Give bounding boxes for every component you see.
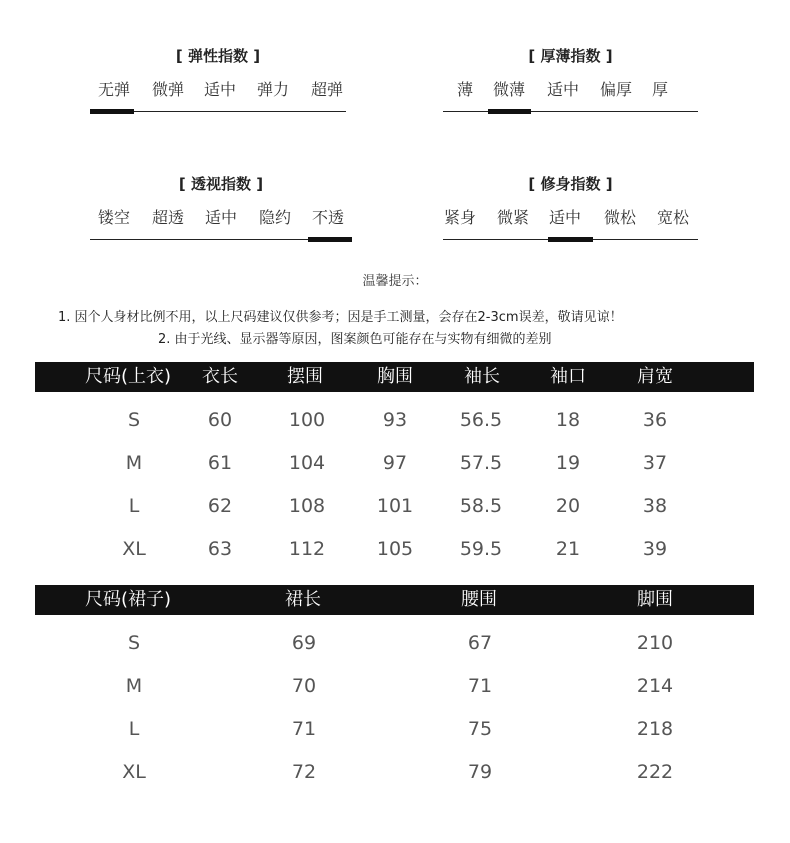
scale-option: 宽松 bbox=[656, 208, 690, 227]
column-header: 肩宽 bbox=[637, 366, 673, 387]
table-cell: 38 bbox=[642, 495, 668, 517]
scale-title: [ 修身指数 ] bbox=[528, 175, 613, 193]
fit-scale bbox=[443, 173, 698, 253]
table-cell: 67 bbox=[467, 632, 493, 654]
column-header: 摆围 bbox=[287, 366, 323, 387]
scale-option: 弹力 bbox=[256, 80, 290, 99]
scale-option: 适中 bbox=[203, 80, 237, 99]
scale-selected-marker bbox=[548, 237, 593, 242]
table-cell: S bbox=[127, 409, 141, 431]
scale-option: 微薄 bbox=[492, 80, 526, 99]
scale-option: 超透 bbox=[151, 208, 185, 227]
scale-option: 微紧 bbox=[496, 208, 530, 227]
scale-option: 微松 bbox=[603, 208, 637, 227]
table-cell: L bbox=[128, 495, 140, 517]
table-cell: 63 bbox=[207, 538, 233, 560]
table-cell: 104 bbox=[288, 452, 326, 474]
table-cell: M bbox=[125, 452, 143, 474]
scale-option: 厚 bbox=[651, 80, 669, 99]
transparency-scale bbox=[90, 173, 352, 253]
scale-title: [ 透视指数 ] bbox=[178, 175, 264, 193]
scale-option: 镂空 bbox=[97, 208, 131, 227]
table-cell: 19 bbox=[555, 452, 581, 474]
thickness-scale bbox=[443, 45, 698, 125]
notice-line-1: 1. 因个人身材比例不用，以上尺码建议仅供参考；因是手工测量，会存在2-3cm误差，敬请见谅！ bbox=[58, 310, 623, 325]
table-cell: 108 bbox=[288, 495, 326, 517]
table-cell: 69 bbox=[291, 632, 317, 654]
table-cell: 71 bbox=[467, 675, 493, 697]
table-cell: 210 bbox=[636, 632, 674, 654]
notice-line-2: 2. 由于光线、显示器等原因，图案颜色可能存在与实物有细微的差别 bbox=[158, 332, 552, 347]
column-header: 尺码(上衣) bbox=[84, 366, 172, 387]
scale-option: 隐约 bbox=[258, 208, 292, 227]
scale-option: 紧身 bbox=[443, 208, 477, 227]
table-cell: 39 bbox=[642, 538, 668, 560]
skirt-table-header bbox=[35, 585, 754, 615]
table-cell: XL bbox=[122, 761, 146, 783]
scale-option: 薄 bbox=[456, 80, 474, 99]
table-cell: 60 bbox=[207, 409, 233, 431]
scale-title: [ 弹性指数 ] bbox=[175, 47, 261, 65]
table-cell: 75 bbox=[467, 718, 493, 740]
top-table-header bbox=[35, 362, 754, 392]
scale-option: 适中 bbox=[548, 208, 582, 227]
table-cell: 222 bbox=[636, 761, 674, 783]
table-cell: 61 bbox=[207, 452, 233, 474]
table-cell: 36 bbox=[642, 409, 668, 431]
elasticity-scale bbox=[90, 45, 346, 125]
column-header: 腰围 bbox=[461, 589, 497, 610]
column-header: 胸围 bbox=[377, 366, 413, 387]
column-header: 尺码(裙子) bbox=[84, 589, 172, 610]
table-cell: 37 bbox=[642, 452, 668, 474]
table-cell: 214 bbox=[636, 675, 674, 697]
scale-option: 适中 bbox=[204, 208, 238, 227]
table-cell: 57.5 bbox=[459, 452, 503, 474]
scale-line bbox=[443, 111, 698, 112]
scale-option: 超弹 bbox=[310, 80, 344, 99]
table-cell: 20 bbox=[555, 495, 581, 517]
table-cell: 62 bbox=[207, 495, 233, 517]
table-cell: 70 bbox=[291, 675, 317, 697]
table-cell: 21 bbox=[555, 538, 581, 560]
scale-option: 偏厚 bbox=[599, 80, 633, 99]
table-cell: 112 bbox=[288, 538, 326, 560]
table-cell: 218 bbox=[636, 718, 674, 740]
scale-option: 不透 bbox=[311, 208, 345, 227]
scale-option: 微弹 bbox=[151, 80, 185, 99]
table-cell: 18 bbox=[555, 409, 581, 431]
column-header: 袖长 bbox=[464, 366, 500, 387]
scale-selected-marker bbox=[90, 109, 134, 114]
table-cell: 100 bbox=[288, 409, 326, 431]
table-cell: 71 bbox=[291, 718, 317, 740]
notice-title: 温馨提示： bbox=[362, 274, 428, 289]
table-cell: 58.5 bbox=[459, 495, 503, 517]
table-cell: 101 bbox=[376, 495, 414, 517]
table-cell: 105 bbox=[376, 538, 414, 560]
table-cell: 72 bbox=[291, 761, 317, 783]
column-header: 衣长 bbox=[202, 366, 238, 387]
table-cell: 59.5 bbox=[459, 538, 503, 560]
table-cell: 97 bbox=[382, 452, 408, 474]
table-cell: XL bbox=[122, 538, 146, 560]
table-cell: 79 bbox=[467, 761, 493, 783]
table-cell: 56.5 bbox=[459, 409, 503, 431]
table-cell: 93 bbox=[382, 409, 408, 431]
scale-option: 适中 bbox=[546, 80, 580, 99]
column-header: 裙长 bbox=[285, 589, 321, 610]
scale-selected-marker bbox=[308, 237, 352, 242]
table-cell: S bbox=[127, 632, 141, 654]
table-cell: M bbox=[125, 675, 143, 697]
column-header: 脚围 bbox=[637, 589, 673, 610]
scale-selected-marker bbox=[488, 109, 531, 114]
scale-option: 无弹 bbox=[97, 80, 131, 99]
table-cell: L bbox=[128, 718, 140, 740]
column-header: 袖口 bbox=[550, 366, 586, 387]
scale-title: [ 厚薄指数 ] bbox=[528, 47, 613, 65]
